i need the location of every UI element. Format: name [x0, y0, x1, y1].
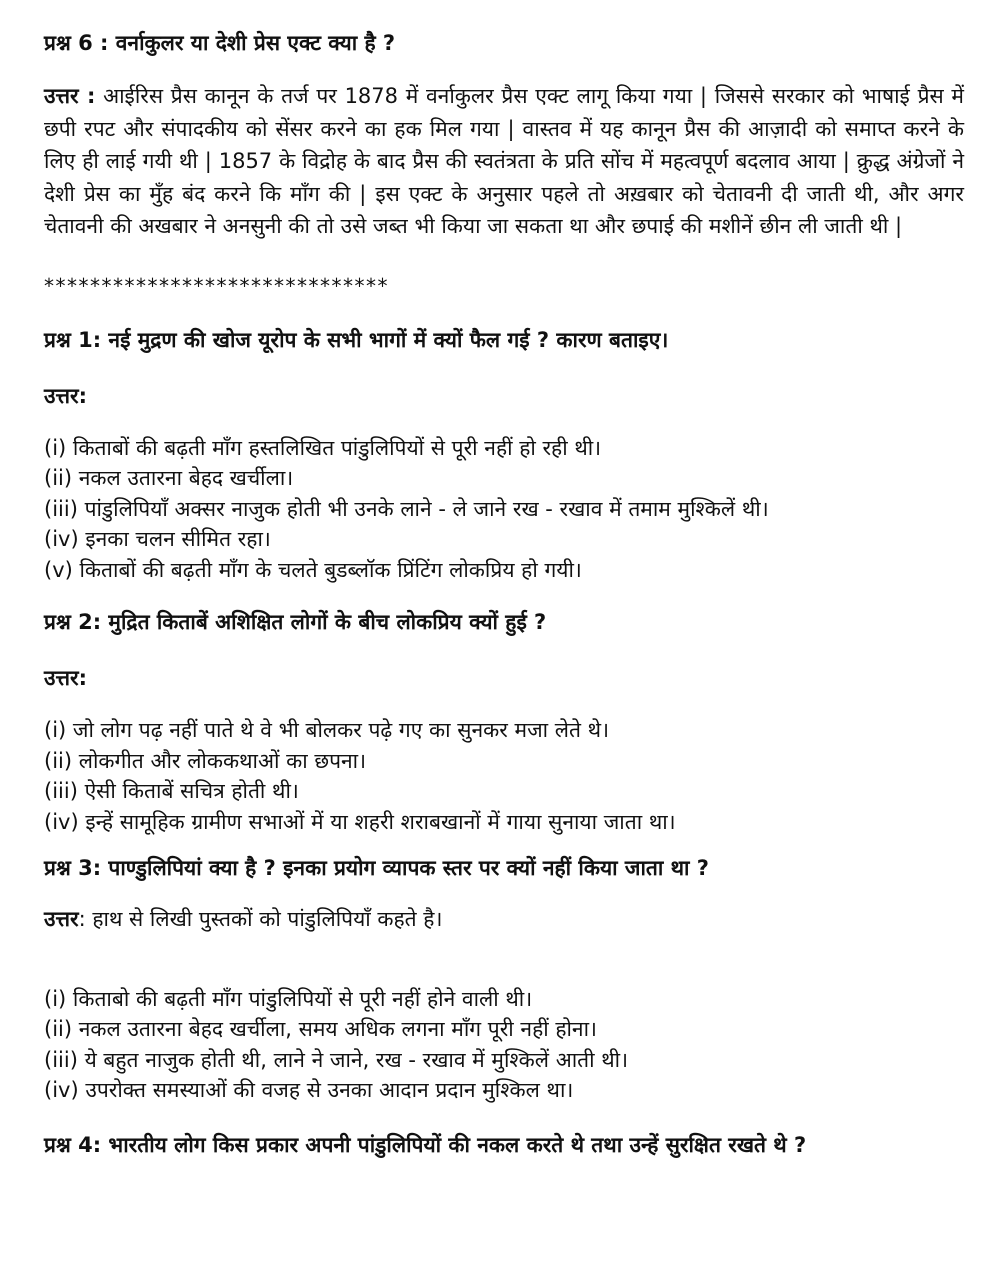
question-4: प्रश्न 4: भारतीय लोग किस प्रकार अपनी पांडुलिपियों की नकल करते थे तथा उन्हें सुरक्षित रखते थे ?	[44, 1132, 807, 1157]
list-item: (v) किताबों की बढ़ती माँग के चलते बुडब्लॉक प्रिंटिंग लोकप्रिय हो गयी।	[44, 557, 582, 582]
answer-3	[44, 903, 964, 936]
list-item: (i) किताबो की बढ़ती माँग पांडुलिपियों से पूरी नहीं होने वाली थी।	[44, 986, 533, 1011]
list-item: (iv) इनका चलन सीमित रहा।	[44, 527, 271, 551]
question-2: प्रश्न 2: मुद्रित किताबें अशिक्षित लोगों के बीच लोकप्रिय क्यों हुई ?	[44, 610, 547, 634]
list-item: (i) किताबों की बढ़ती माँग हस्तलिखित पांडुलिपियों से पूरी नहीं हो रही थी।	[44, 435, 602, 460]
answer-6-text: आईरिस प्रैस कानून के तर्ज पर 1878 में वर्नाकुलर प्रैस एक्ट लागू किया गया | जिससे सरकार को भाषाई प्रैस में छपी रपट और संपादकीय को सेंसर करने का हक मिल गया | वास्तव में यह कानून प्रैस की आज़ादी को समाप्त करने के लिए ही लाई गयी थी | 1857 के विद्रोह के बाद प्रैस की स्वतंत्रता के प्रति सोंच में महत्वपूर्ण बदलाव आया | क्रुद्ध अंग्रेजों ने देशी प्रेस का मुँह बंद करने कि माँग की | इस एक्ट के अनुसार पहले तो अख़बार को चेतावनी दी जाती थी, और अगर चेतावनी की अखबार ने अनसुनी की तो उसे जब्त भी किया जा सकता था और छपाई की मशीनें छीन ली जाती थी |	[44, 84, 964, 238]
answer-2-list	[44, 715, 964, 837]
list-item: (iv) उपरोक्त समस्याओं की वजह से उनका आदान प्रदान मुश्किल था।	[44, 1078, 574, 1102]
separator: ******************************	[44, 273, 389, 298]
question-3: प्रश्न 3: पाण्डुलिपियां क्या है ? इनका प्रयोग व्यापक स्तर पर क्यों नहीं किया जाता था ?	[44, 856, 709, 880]
list-item: (ii) नकल उतारना बेहद खर्चीला।	[44, 466, 294, 490]
list-item: (ii) नकल उतारना बेहद खर्चीला, समय अधिक लगना माँग पूरी नहीं होना।	[44, 1017, 597, 1041]
answer-1-label: उत्तर:	[44, 383, 88, 408]
list-item: (iii) पांडुलिपियाँ अक्सर नाजुक होती भी उनके लाने - ले जाने रख - रखाव में तमाम मुश्किलें थी।	[44, 496, 769, 521]
answer-3-label: उत्तर	[44, 907, 79, 931]
question-1: प्रश्न 1: नई मुद्रण की खोज यूरोप के सभी भागों में क्यों फैल गई ? कारण बताइए।	[44, 327, 669, 352]
list-item: (iii) ये बहुत नाजुक होती थी, लाने ने जाने, रख - रखाव में मुश्किलें आती थी।	[44, 1047, 629, 1072]
list-item: (iv) इन्हें सामूहिक ग्रामीण सभाओं में या शहरी शराबखानों में गाया सुनाया जाता था।	[44, 809, 676, 834]
answer-3-list	[44, 984, 964, 1106]
answer-6	[44, 80, 964, 243]
answer-6-label: उत्तर :	[44, 84, 96, 108]
answer-1-list	[44, 433, 964, 586]
list-item: (i) जो लोग पढ़ नहीं पाते थे वे भी बोलकर पढ़े गए का सुनकर मजा लेते थे।	[44, 718, 610, 742]
list-item: (ii) लोकगीत और लोककथाओं का छपना।	[44, 748, 367, 773]
answer-2-label: उत्तर:	[44, 666, 88, 690]
list-item: (iii) ऐसी किताबें सचित्र होती थी।	[44, 779, 299, 803]
question-6: प्रश्न 6 : वर्नाकुलर या देशी प्रेस एक्ट क्या है ?	[44, 31, 396, 55]
answer-3-text: : हाथ से लिखी पुस्तकों को पांडुलिपियाँ कहते है।	[78, 907, 443, 931]
